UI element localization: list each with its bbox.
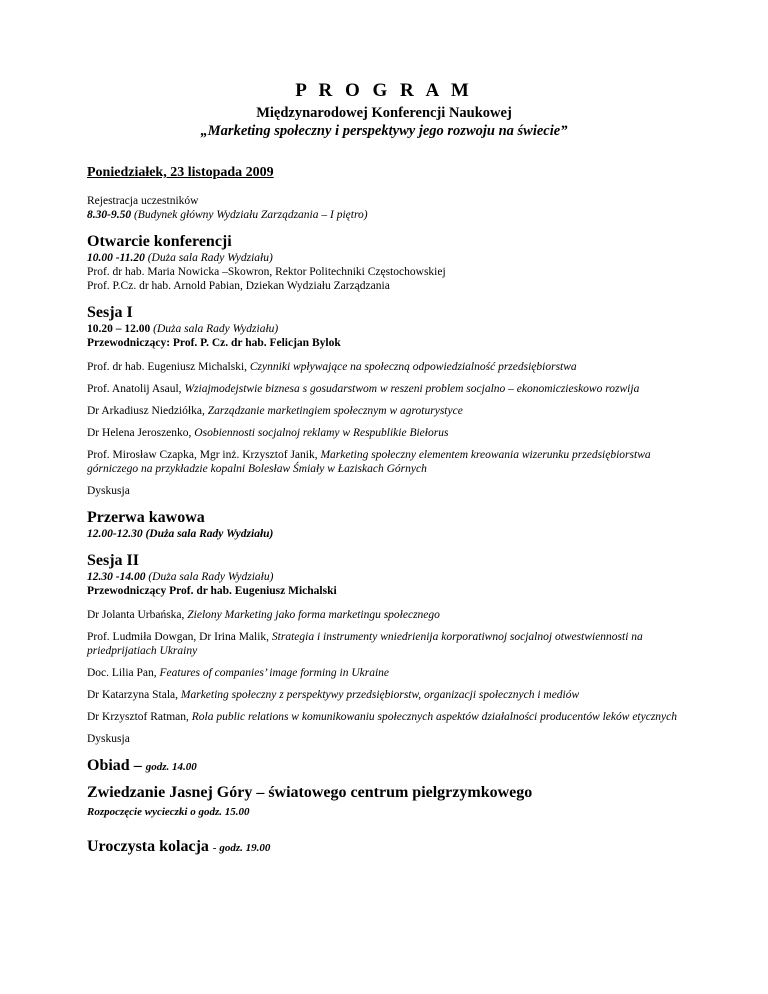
talk-author: Doc. Lilia Pan, bbox=[87, 667, 157, 679]
registration-time: 8.30-9.50 bbox=[87, 209, 132, 221]
talk-title: Zielony Marketing jako forma marketingu społecznego bbox=[187, 609, 440, 621]
opening-speaker: Prof. P.Cz. dr hab. Arnold Pabian, Dziekan Wydziału Zarządzania bbox=[87, 280, 390, 292]
session2-block bbox=[87, 551, 687, 746]
talk-entry bbox=[87, 404, 687, 418]
session2-time-line bbox=[87, 570, 687, 584]
talk-entry bbox=[87, 710, 687, 724]
talk-entry bbox=[87, 608, 687, 622]
dinner-line bbox=[87, 837, 687, 858]
registration-place: (Budynek główny Wydziału Zarządzania – I piętro) bbox=[133, 209, 368, 221]
talk-entry bbox=[87, 666, 687, 680]
talk-author: Dr Krzysztof Ratman, bbox=[87, 711, 189, 723]
talk-author: Prof. dr hab. Eugeniusz Michalski, bbox=[87, 361, 248, 373]
lunch-line bbox=[87, 756, 687, 777]
talk-author: Dr Helena Jeroszenko, bbox=[87, 427, 192, 439]
dinner-time: - godz. 19.00 bbox=[212, 842, 271, 854]
talk-author: Dr Katarzyna Stala, bbox=[87, 689, 179, 701]
talk-title: Wziajmodejstwie biznesa s gosudarstwom w reszeni problem socjalno – ekonomiczieskowo rozwija bbox=[184, 383, 640, 395]
opening-time: 10.00 -11.20 bbox=[87, 252, 145, 264]
talk-title: Marketing społeczny z perspektywy przedsiębiorstw, organizacji społecznych i mediów bbox=[180, 689, 580, 701]
talk-title: Marketing społeczny elementem kreowania wizerunku przedsiębiorstwa górniczego na przykładzie kopalni Bolesław Śmiały w Łaziskach Górnych bbox=[87, 449, 651, 475]
tour-heading: Zwiedzanie Jasnej Góry – światowego centrum pielgrzymkowego bbox=[87, 784, 533, 801]
program-content bbox=[87, 164, 687, 858]
lunch-time: godz. 14.00 bbox=[145, 761, 197, 773]
program-title: P R O G R A M bbox=[295, 80, 473, 101]
talk-title: Features of companies’ image forming in Ukraine bbox=[159, 667, 390, 679]
session1-block bbox=[87, 303, 687, 498]
talk-author: Prof. Anatolij Asaul, bbox=[87, 383, 182, 395]
talk-entry bbox=[87, 426, 687, 440]
session1-time-line bbox=[87, 322, 687, 336]
coffee-block bbox=[87, 508, 687, 541]
coffee-time-place: 12.00-12.30 (Duża sala Rady Wydziału) bbox=[87, 528, 274, 540]
session2-place: (Duża sala Rady Wydziału) bbox=[148, 571, 274, 583]
opening-time-line bbox=[87, 251, 687, 265]
lunch-heading: Obiad – bbox=[87, 757, 142, 774]
dinner-heading: Uroczysta kolacja bbox=[87, 838, 209, 855]
registration-block bbox=[87, 194, 687, 222]
session1-discussion: Dyskusja bbox=[87, 485, 130, 497]
talk-title: Osobiennosti socjalnoj reklamy w Respublikie Biełorus bbox=[194, 427, 449, 439]
coffee-heading: Przerwa kawowa bbox=[87, 509, 205, 526]
talk-entry bbox=[87, 382, 687, 396]
talk-author: Dr Arkadiusz Niedziółka, bbox=[87, 405, 205, 417]
talk-title: Rola public relations w komunikowaniu społecznych aspektów działalności producentów leków etycznych bbox=[191, 711, 678, 723]
opening-heading: Otwarcie konferencji bbox=[87, 233, 232, 250]
opening-speaker: Prof. dr hab. Maria Nowicka –Skowron, Rektor Politechniki Częstochowskiej bbox=[87, 266, 446, 278]
talk-entry bbox=[87, 448, 687, 476]
day-heading: Poniedziałek, 23 listopada 2009 bbox=[87, 165, 274, 180]
session2-time: 12.30 -14.00 bbox=[87, 571, 146, 583]
registration-time-line bbox=[87, 208, 687, 222]
conference-theme: „Marketing społeczny i perspektywy jego rozwoju na świecie” bbox=[200, 123, 568, 139]
talk-author: Prof. Mirosław Czapka, Mgr inż. Krzysztof Janik, bbox=[87, 449, 318, 461]
tour-block bbox=[87, 783, 687, 819]
registration-label: Rejestracja uczestników bbox=[87, 195, 199, 207]
talk-title: Strategia i instrumenty wniedrienija korporatiwnoj socjalnoj otwestwiennosti na priedprijatiach Ukrainy bbox=[87, 631, 643, 657]
tour-note: Rozpoczęcie wycieczki o godz. 15.00 bbox=[87, 806, 250, 818]
opening-block bbox=[87, 232, 687, 293]
talk-author: Prof. Ludmiła Dowgan, Dr Irina Malik, bbox=[87, 631, 270, 643]
talk-author: Dr Jolanta Urbańska, bbox=[87, 609, 185, 621]
session1-heading: Sesja I bbox=[87, 304, 133, 321]
talk-entry bbox=[87, 360, 687, 374]
talk-entry bbox=[87, 630, 687, 658]
opening-place: (Duża sala Rady Wydziału) bbox=[147, 252, 273, 264]
session2-discussion: Dyskusja bbox=[87, 733, 130, 745]
session2-heading: Sesja II bbox=[87, 552, 140, 569]
talk-title: Czynniki wpływające na społeczną odpowiedzialność przedsiębiorstwa bbox=[249, 361, 577, 373]
conference-name: Międzynarodowej Konferencji Naukowej bbox=[256, 105, 512, 121]
session1-place: (Duża sala Rady Wydziału) bbox=[153, 323, 279, 335]
talk-title: Zarządzanie marketingiem społecznym w agroturystyce bbox=[207, 405, 463, 417]
talk-entry bbox=[87, 688, 687, 702]
session1-time: 10.20 – 12.00 bbox=[87, 323, 151, 335]
document-header bbox=[0, 80, 768, 140]
session1-chair: Przewodniczący: Prof. P. Cz. dr hab. Felicjan Bylok bbox=[87, 337, 341, 349]
session2-chair: Przewodniczący Prof. dr hab. Eugeniusz Michalski bbox=[87, 585, 337, 597]
